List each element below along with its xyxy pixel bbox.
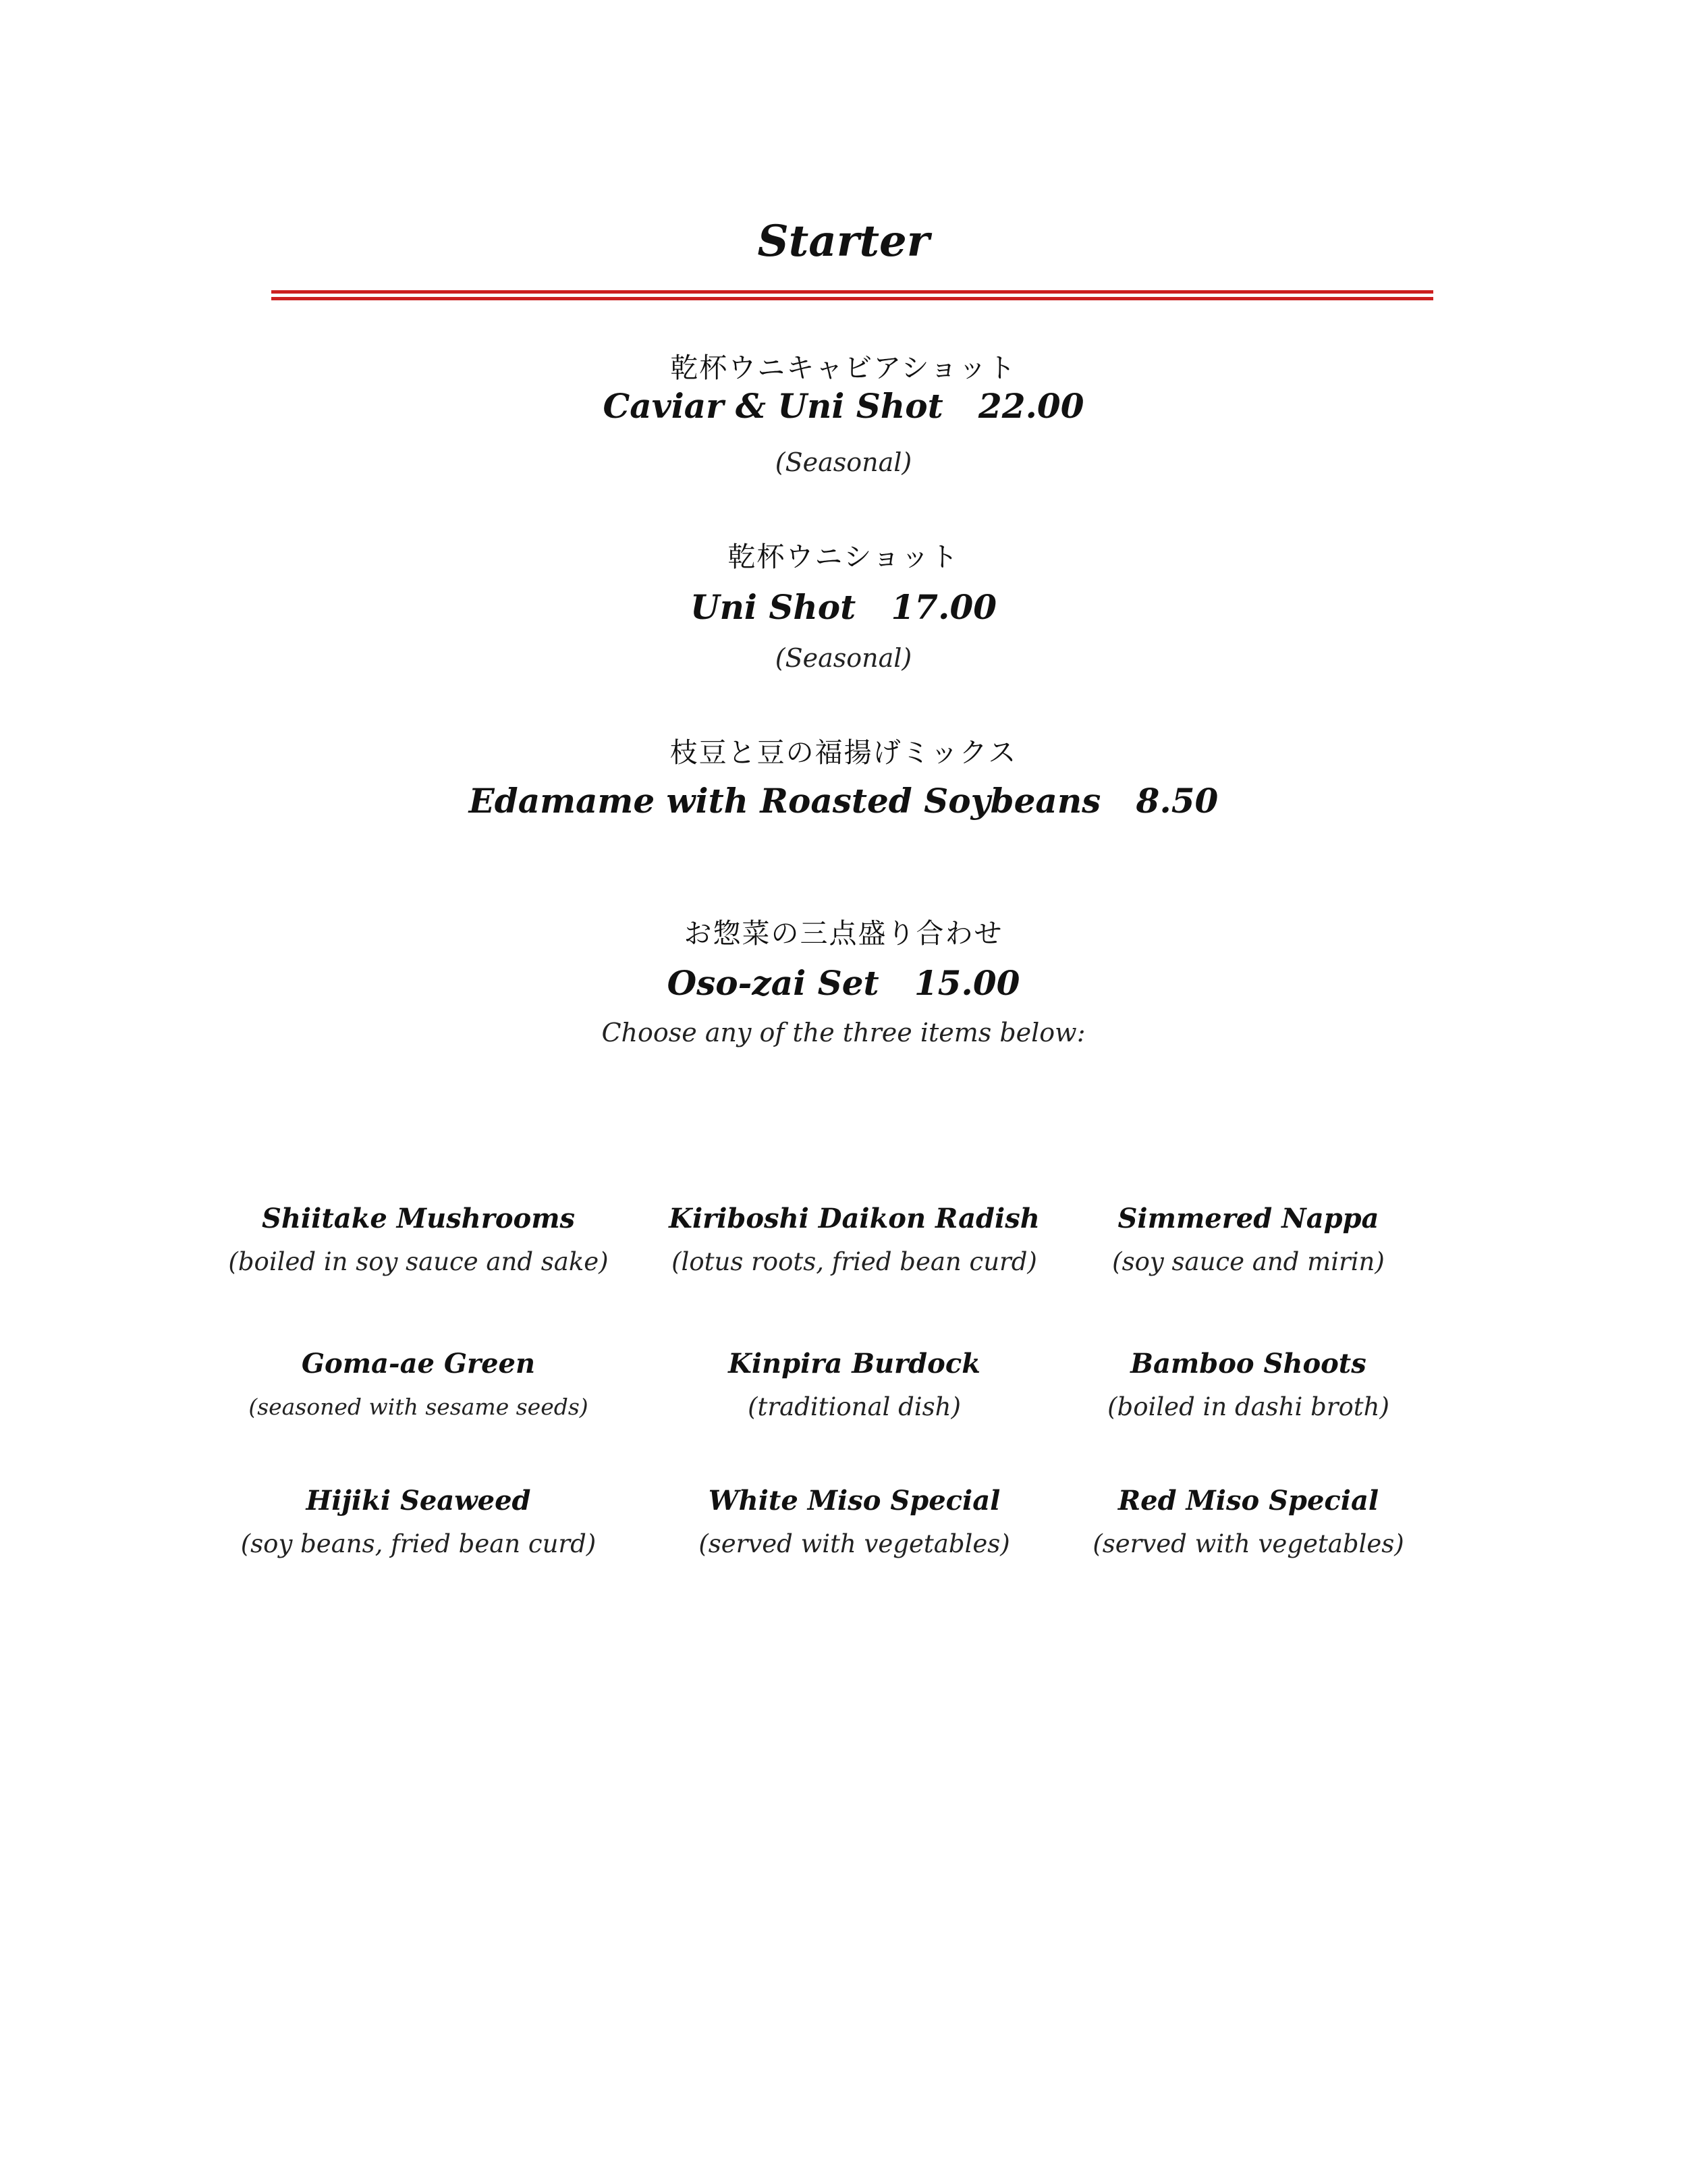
osozai-option-name: Shiitake Mushrooms — [261, 1203, 576, 1234]
osozai-set-note: Choose any of the three items below: — [601, 1018, 1086, 1047]
osozai-option-name: White Miso Special — [708, 1485, 1001, 1517]
osozai-option-desc: (boiled in soy sauce and sake) — [228, 1247, 609, 1276]
osozai-option-name: Red Miso Special — [1117, 1485, 1379, 1517]
osozai-option — [992, 1346, 1505, 1425]
osozai-option-desc: (soy sauce and mirin) — [1112, 1247, 1385, 1276]
osozai-option-desc: (served with vegetables) — [698, 1529, 1010, 1558]
uni-shot-jp: 乾杯ウニショット — [727, 541, 960, 573]
section-title: Starter — [757, 216, 930, 267]
caviar-uni-shot-note: (Seasonal) — [775, 447, 912, 477]
osozai-option-desc: (lotus roots, fried bean curd) — [671, 1247, 1037, 1276]
osozai-option-name: Hijiki Seaweed — [306, 1485, 531, 1517]
osozai-set-name: Oso-zai Set 15.00 — [667, 963, 1020, 1003]
osozai-option-desc: (traditional dish) — [748, 1392, 961, 1421]
uni-shot-note: (Seasonal) — [775, 643, 912, 673]
osozai-option-name: Kiriboshi Daikon Radish — [669, 1203, 1040, 1234]
caviar-uni-shot-name: Caviar & Uni Shot 22.00 — [603, 386, 1084, 426]
edamame-jp: 枝豆と豆の福揚げミックス — [669, 736, 1018, 769]
osozai-option-name: Simmered Nappa — [1117, 1203, 1379, 1234]
osozai-option-desc: (soy beans, fried bean curd) — [240, 1529, 597, 1558]
caviar-uni-shot-jp: 乾杯ウニキャビアショット — [670, 352, 1017, 384]
osozai-option-name: Bamboo Shoots — [1130, 1348, 1366, 1380]
osozai-option-name: Goma-ae Green — [301, 1348, 536, 1380]
osozai-option — [992, 1201, 1505, 1280]
title-divider-bottom — [271, 297, 1433, 300]
edamame-name: Edamame with Roasted Soybeans 8.50 — [468, 781, 1219, 821]
osozai-option-name: Kinpira Burdock — [728, 1348, 980, 1380]
osozai-set-jp: お惣菜の三点盛り合わせ — [684, 917, 1003, 950]
osozai-option-desc: (seasoned with sesame seeds) — [248, 1394, 588, 1420]
uni-shot-name: Uni Shot 17.00 — [690, 587, 997, 627]
title-divider-top — [271, 290, 1433, 294]
osozai-option-desc: (boiled in dashi broth) — [1107, 1392, 1389, 1421]
osozai-option-desc: (served with vegetables) — [1093, 1529, 1404, 1558]
osozai-option — [992, 1483, 1505, 1562]
